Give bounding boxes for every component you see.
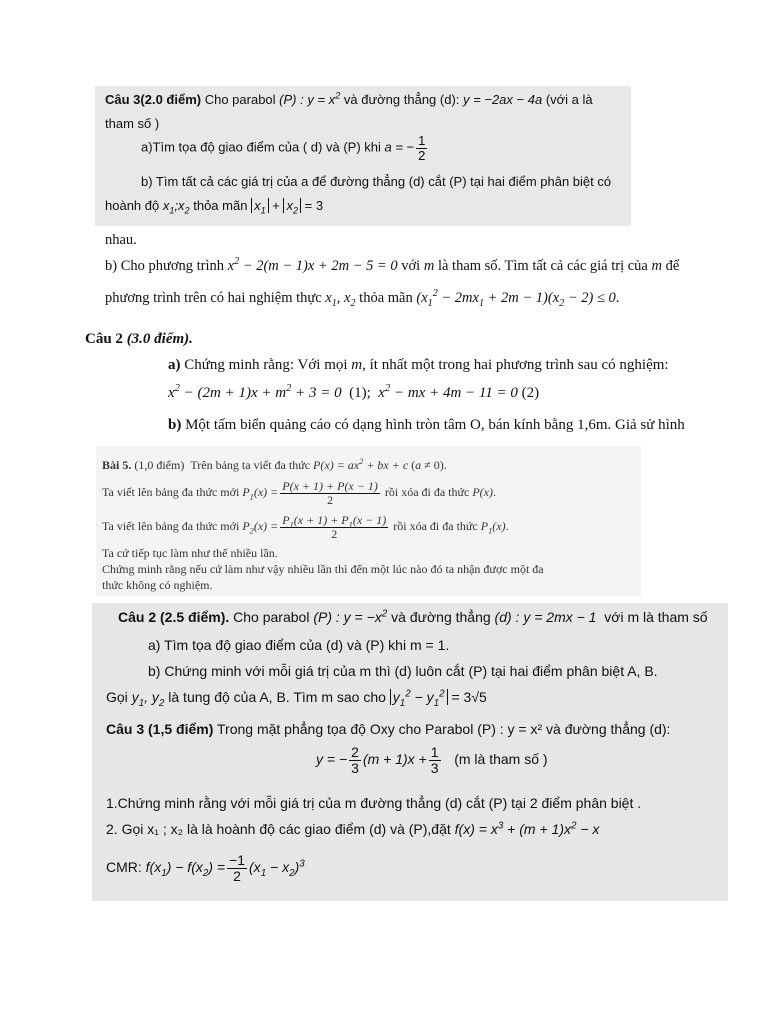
q1-part-b-text: b) Tìm tất cả các giá trị của a để đường thẳng [141, 174, 406, 189]
question-block-6 [92, 715, 728, 901]
q6-cmr-line: CMR: $f(x_1) - f(x_2)$ = $\frac{-1}{2}$ $(x_1 - x_2)^3$ [106, 852, 305, 884]
q1-abscissa: hoành độ [105, 198, 160, 213]
q5-and-line: và đường thẳng [391, 609, 491, 625]
q1-part-a-text: a)Tìm tọa độ giao điểm của ( d) và (P) khi [141, 139, 381, 155]
q1-part-b-cont: hoành độ $x_1;x_2$ thỏa mãn $x_1 + x_2 = 3$ [105, 198, 324, 216]
q6-heading: Câu 3 (1,5 điểm) [106, 721, 214, 737]
q5-intro: Cho parabol [233, 609, 310, 625]
q1-part-b: b) Tìm tất cả các giá trị của a để đường thẳng (d) cắt (P) tại hai điểm phân biệt có [141, 174, 612, 189]
q6-part-1: 1.Chứng minh rằng với mỗi giá trị của m đường thẳng (d) cắt (P) tại 2 điểm phân biệt . [106, 795, 642, 811]
question-block-2 [95, 228, 725, 328]
q6-intro: Trong mặt phẳng tọa độ Oxy cho Parabol (P) : y = x² và đường thẳng (d): [217, 721, 671, 737]
question-block-3 [82, 327, 722, 443]
q3-b-text: Một tấm biển quảng cáo có dạng hình tròn tâm O, bán kính bằng 1,6m. Giả sử hình [185, 417, 685, 433]
q1-heading: Câu 3(2.0 điểm) [105, 92, 202, 107]
q6-cmr: CMR: [106, 858, 142, 875]
q1-and-line: và đường thẳng [343, 92, 437, 107]
q1-cut: cắt [428, 174, 446, 189]
q4-score: (1,0 điểm) [134, 458, 185, 472]
q5-c1: Gọi [106, 689, 128, 705]
q2-line2a: phương trình trên có hai nghiệm thực [105, 290, 322, 306]
q3-score: (3.0 điểm). [126, 331, 193, 347]
q3-b-label: b) [168, 417, 182, 433]
q5-part-c: Gọi $y_1$, $y_2$ là tung độ của A, B. Tìm m sao cho $y_1^2 - y_1^2 = 3√5$ [106, 688, 487, 709]
q6-line-1 [106, 721, 670, 737]
q4-line-2: Ta viết lên bảng đa thức mới $P_1(x)$ = $\frac{P(x + 1) + P(x - 1)}{2}$ rồi xóa đi đa thức P(x). [102, 479, 496, 507]
q4-text-6: thức không có nghiệm. [102, 578, 213, 592]
q2-param: là tham số. Tìm tất cả các giá trị của [437, 258, 648, 274]
q4-text-1: Trên bảng ta viết đa thức [190, 458, 311, 472]
q3-part-a: a) Chứng minh rằng: Với mọi m, ít nhất một trong hai phương trình sau có nghiệm: [168, 357, 669, 373]
q5-param: với m là tham số [604, 609, 708, 625]
q1-part-a: a)Tìm tọa độ giao điểm của ( d) và (P) khi a = − $\frac{1}{2}$ [141, 133, 426, 163]
q3-eq-sep: (1); [349, 385, 371, 401]
q2-satisfy: thỏa mãn [359, 290, 413, 306]
q4-text-5: Chứng minh rằng nếu cứ làm như vậy nhiều lần thì đến một lúc nào đó ta nhận được một đa [102, 562, 544, 576]
q1-param: (với a là [545, 92, 593, 107]
question-block-4 [96, 446, 641, 596]
q2-line-b2: phương trình trên có hai nghiệm thực $x_1$, $x_2$ thỏa mãn $(x_1^2 - 2mx_1 + 2m - 1)(x_2 - 2) \le 0$. [105, 288, 620, 309]
q3-a-text-2: , ít nhất một trong hai phương trình sau có nghiệm: [362, 357, 669, 373]
q6-part-2: 2. Gọi x₁ ; x₂ là là hoành độ các giao điểm (d) và (P),đặt $f(x) = x^3 + (m + 1)x^2 - x$ [106, 820, 600, 837]
q2-b-intro: b) Cho phương trình [105, 258, 225, 274]
q1-line-d: (d): [439, 92, 460, 107]
q3-part-b [168, 417, 685, 434]
q1-intro: Cho parabol [204, 92, 276, 107]
question-block-1 [95, 86, 631, 226]
q6-param: (m là tham số ) [454, 750, 548, 767]
q5-c2: là tung độ của A, B. Tìm m sao cho [168, 689, 386, 705]
q6-line-equation: y = − $\frac{2}{3}$ (m + 1)x + $\frac{1}{3}$ (m là tham số ) [316, 744, 548, 776]
q6-part-2-text: 2. Gọi x₁ ; x₂ là là hoành độ các giao điểm (d) và (P),đặt [106, 821, 451, 837]
q4-text-2: Ta viết lên bảng đa thức mới [102, 484, 240, 499]
q5-part-b: b) Chứng minh với mỗi giá trị của m thì (d) luôn cắt (P) tại hai điểm phân biệt A, B. [148, 663, 658, 679]
q2-line-b: b) Cho phương trình $x^2 - 2(m - 1)x + 2m - 5 = 0$ với m là tham số. Tìm tất cả các giá trị của m để [105, 256, 680, 274]
q3-a-label: a) [168, 357, 181, 373]
q5-line-1: Câu 2 (2.5 điểm). Cho parabol (P) : $y = -x^2$ và đường thẳng (d) : y = 2mx − 1 với m là tham số [118, 608, 708, 625]
q2-with: với [401, 258, 421, 274]
q1-param-2: tham số ) [105, 116, 160, 131]
q4-line-1: Bài 5. (1,0 điểm) Trên bảng ta viết đa thức $P(x) = ax^2$ + bx + c (a ≠ 0). [102, 457, 447, 472]
question-block-5 [92, 603, 728, 715]
q4-text-4: Ta cứ tiếp tục làm như thế nhiều lần. [102, 546, 278, 560]
q1-line-1: Câu 3(2.0 điểm) Cho parabol (P) : $y = x^2$ và đường thẳng (d): y = −2ax − 4a (với a là [105, 90, 593, 107]
q4-line-3: Ta viết lên bảng đa thức mới $P_2(x)$ = $\frac{P_1(x + 1) + P_1(x - 1)}{2}$ rồi xóa đi đa thức $P_1(x)$. [102, 513, 509, 541]
q4-text-2b: rồi xóa đi đa thức [384, 484, 470, 499]
q5-heading: Câu 2 (2.5 điểm). [118, 609, 230, 625]
q4-text-3b: rồi xóa đi đa thức [393, 518, 478, 533]
q3-a-text: Chứng minh rằng: Với mọi [184, 357, 348, 373]
q4-heading: Bài 5. [102, 458, 132, 472]
q3-heading-line [85, 331, 193, 348]
q2-nhau: nhau. [105, 232, 137, 248]
q5-part-a: a) Tìm tọa độ giao điểm của (d) và (P) khi m = 1. [148, 637, 450, 653]
q3-heading: Câu 2 [85, 331, 123, 347]
q4-text-3: Ta viết lên bảng đa thức mới [102, 518, 240, 533]
q1-parabol-label: (P) : [279, 92, 304, 107]
q3-equations: $x^2 - (2m + 1)x + m^2 + 3 = 0$ (1); $x^2$ − mx + 4m − 11 = 0 (2) [168, 383, 540, 401]
q1-satisfy: thỏa mãn [193, 198, 248, 213]
q1-at: tại hai điểm phân biệt có [470, 174, 612, 189]
q2-de: để [665, 258, 680, 274]
